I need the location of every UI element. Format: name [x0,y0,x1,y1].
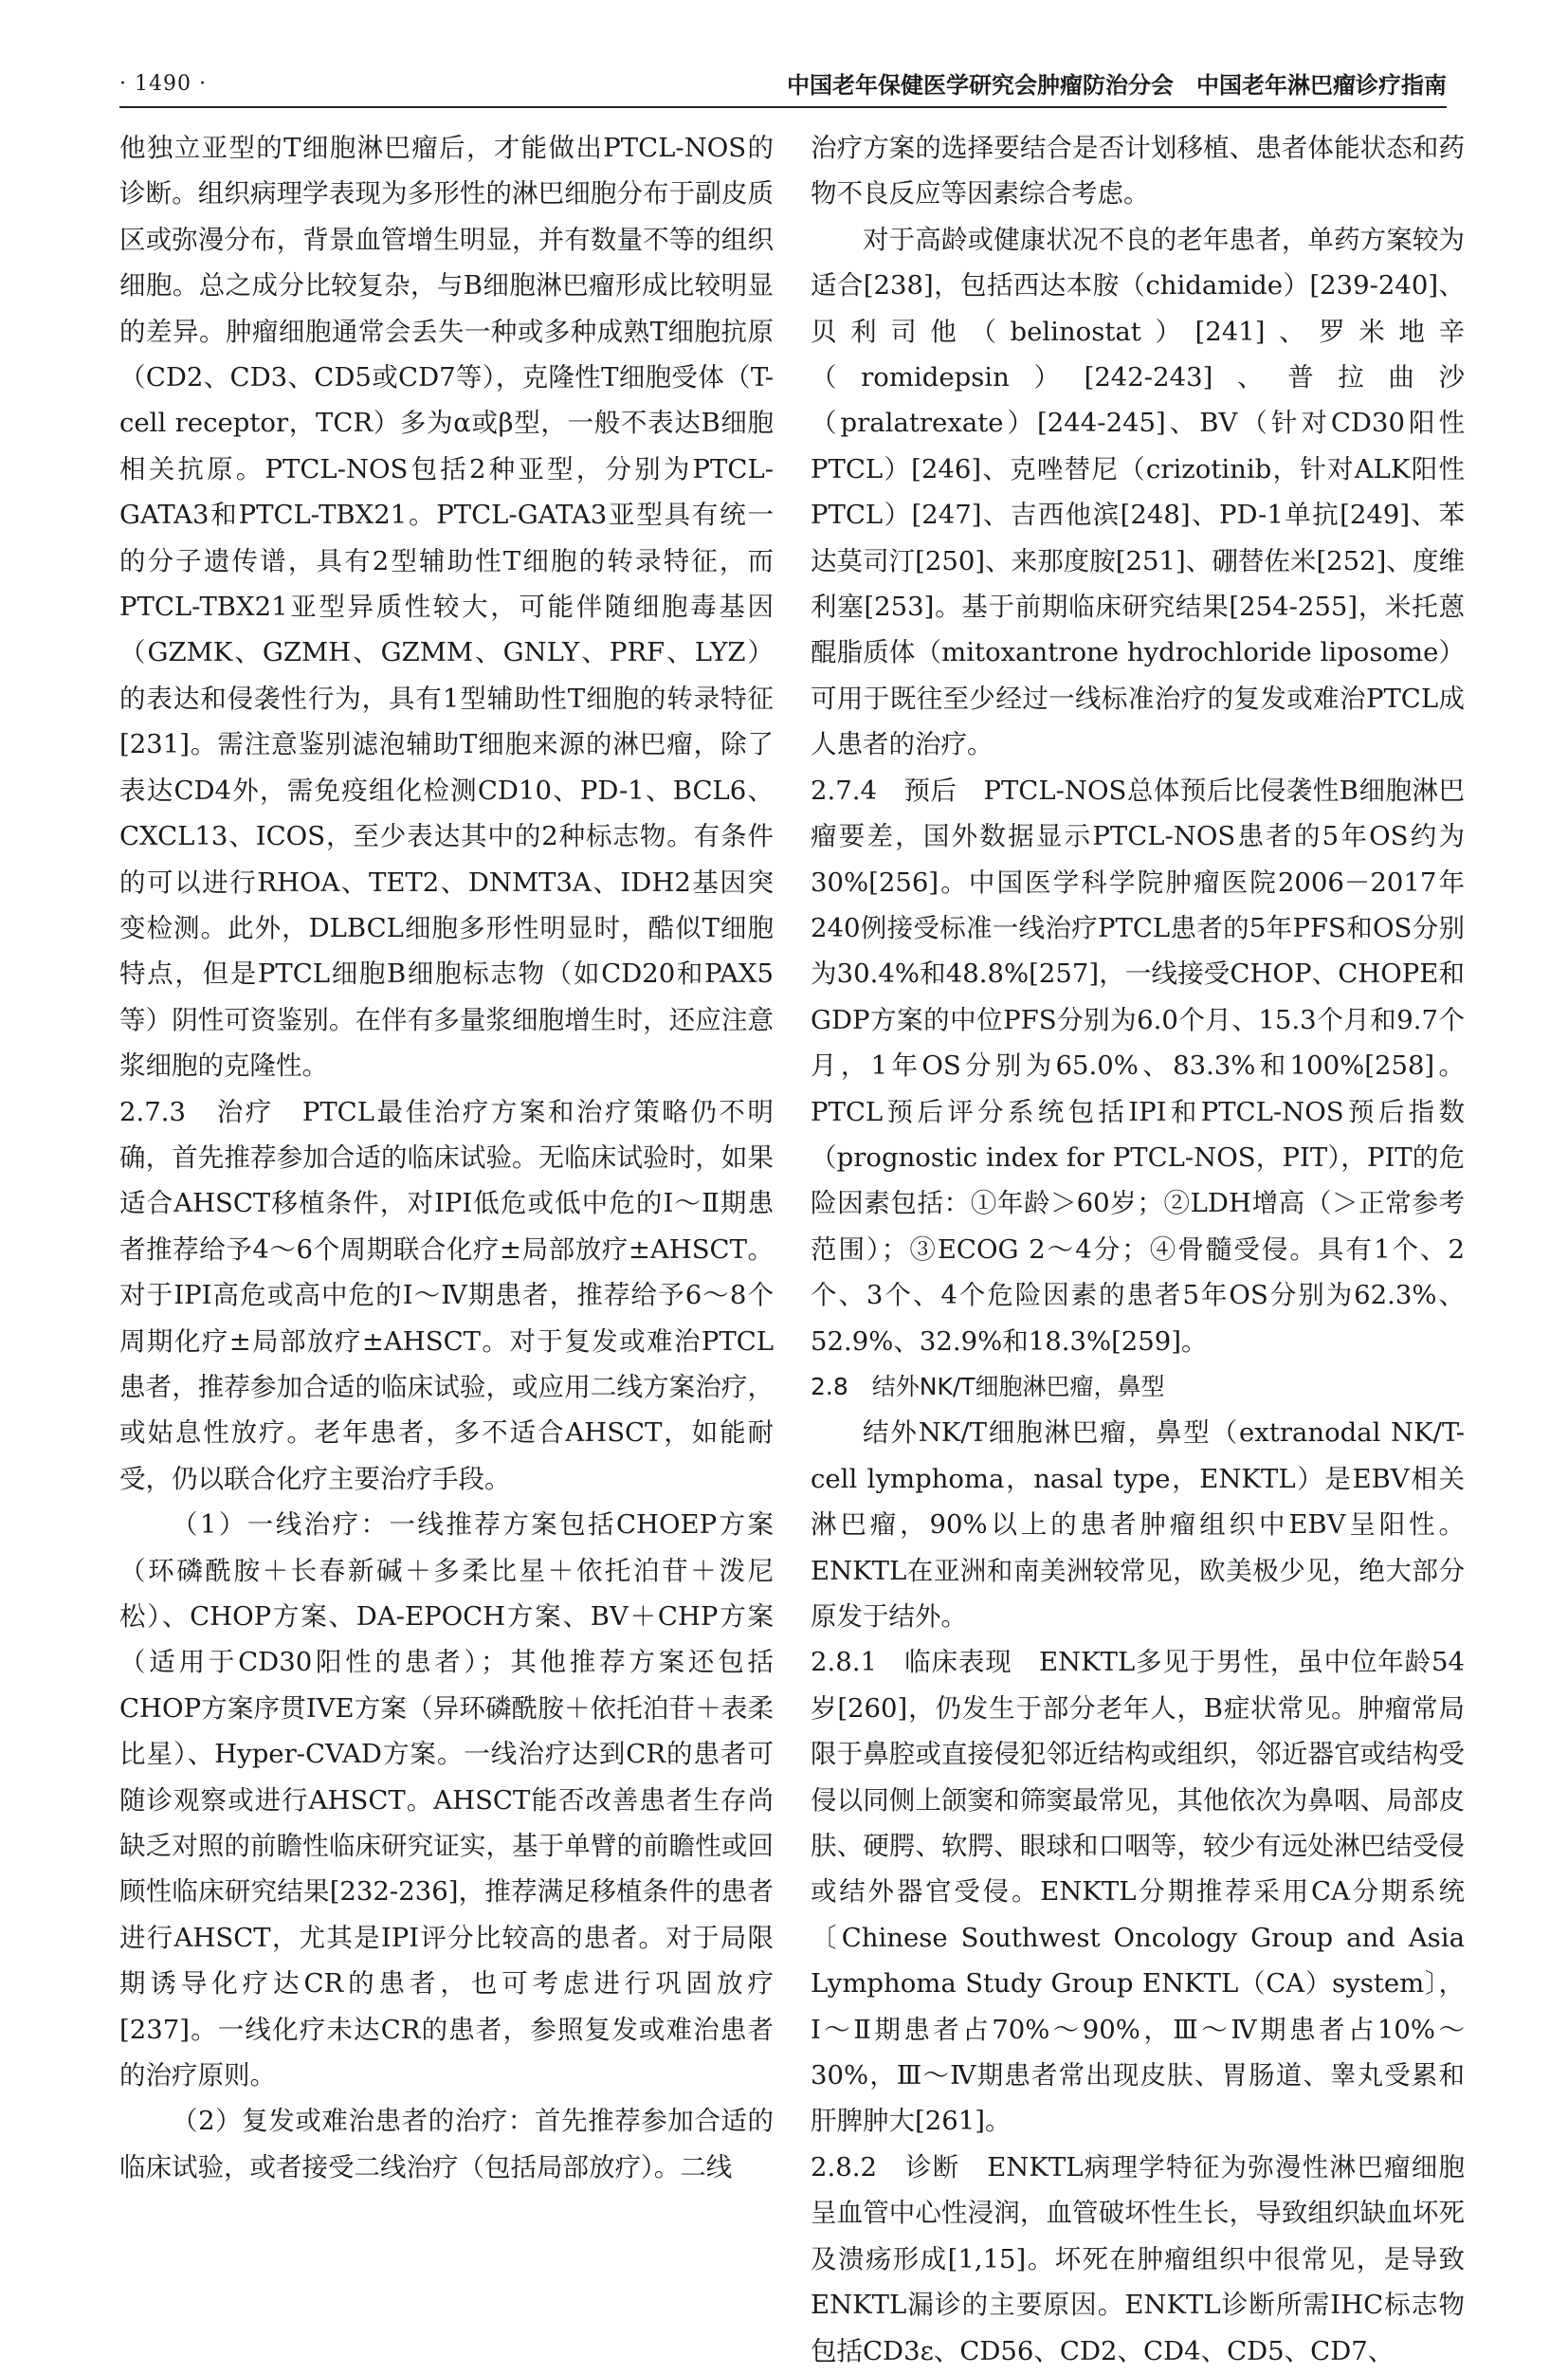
left-column [119,125,774,2190]
paragraph-2-7-3-treatment: 2.7.3 治疗 PTCL最佳治疗方案和治疗策略仍不明确，首先推荐参加合适的临床试验。无临床试验时，如果适合AHSCT移植条件，对IPI低危或低中危的Ⅰ～Ⅱ期患者推荐给予4～6个周期联合化疗±局部放疗±AHSCT。对于IPI高危或高中危的Ⅰ～Ⅳ期患者，推荐给予6～8个周期化疗±局部放疗±AHSCT。对于复发或难治PTCL患者，推荐参加合适的临床试验，或应用二线方案治疗，或姑息性放疗。老年患者，多不适合AHSCT，如能耐受，仍以联合化疗主要治疗手段。 [119,1096,774,1494]
paragraph-2-7-4-prognosis: 2.7.4 预后 PTCL-NOS总体预后比侵袭性B细胞淋巴瘤要差，国外数据显示PTCL-NOS患者的5年OS约为30%[256]。中国医学科学院肿瘤医院2006－2017年240例接受标准一线治疗PTCL患者的5年PFS和OS分别为30.4%和48.8%[257]，一线接受CHOP、CHOPE和GDP方案的中位PFS分别为6.0个月、15.3个月和9.7个月，1年OS分别为65.0%、83.3%和100%[258]。PTCL预后评分系统包括IPI和PTCL-NOS预后指数（prognostic index for PTCL-NOS，PIT），PIT的危险因素包括：①年龄＞60岁；②LDH增高（＞正常参考范围）；③ECOG 2～4分；④骨髓受侵。具有1个、2个、3个、4个危险因素的患者5年OS分别为62.3%、52.9%、32.9%和18.3%[259]。 [811,775,1465,1357]
paragraph-treatment-choice: 治疗方案的选择要结合是否计划移植、患者体能状态和药物不良反应等因素综合考虑。 [811,133,1465,210]
page-number: · 1490 · [119,72,207,96]
page-header [0,0,1568,114]
paragraph-relapsed-refractory: （2）复发或难治患者的治疗：首先推荐参加合适的临床试验，或者接受二线治疗（包括局部放疗）。二线 [119,2106,774,2182]
paragraph-2-8-1-clinical: 2.8.1 临床表现 ENKTL多见于男性，虽中位年龄54岁[260]，仍发生于部分老年人，B症状常见。肿瘤常局限于鼻腔或直接侵犯邻近结构或组织，邻近器官或结构受侵以同侧上颌窦和筛窦最常见，其他依次为鼻咽、局部皮肤、硬腭、软腭、眼球和口咽等，较少有远处淋巴结受侵或结外器官受侵。ENKTL分期推荐采用CA分期系统〔Chinese Southwest Oncology Group and Asia Lymphoma Study Group ENKTL（CA）system〕，Ⅰ～Ⅱ期患者占70%～90%，Ⅲ～Ⅳ期患者占10%～30%，Ⅲ～Ⅳ期患者常出现皮肤、胃肠道、睾丸受累和肝脾肿大[261]。 [811,1647,1465,2137]
section-heading-2-8: 2.8 结外NK/T细胞淋巴瘤，鼻型 [811,1372,1165,1400]
right-column [811,125,1465,2374]
paragraph-ptcl-nos-pathology: 他独立亚型的T细胞淋巴瘤后，才能做出PTCL-NOS的诊断。组织病理学表现为多形性的淋巴细胞分布于副皮质区或弥漫分布，背景血管增生明显，并有数量不等的组织细胞。总之成分比较复杂，与B细胞淋巴瘤形成比较明显的差异。肿瘤细胞通常会丢失一种或多种成熟T细胞抗原（CD2、CD3、CD5或CD7等），克隆性T细胞受体（T-cell receptor，TCR）多为α或β型，一般不表达B细胞相关抗原。PTCL-NOS包括2种亚型，分别为PTCL-GATA3和PTCL-TBX21。PTCL-GATA3亚型具有统一的分子遗传谱，具有2型辅助性T细胞的转录特征，而PTCL-TBX21亚型异质性较大，可能伴随细胞毒基因（GZMK、GZMH、GZMM、GNLY、PRF、LYZ）的表达和侵袭性行为，具有1型辅助性T细胞的转录特征[231]。需注意鉴别滤泡辅助T细胞来源的淋巴瘤，除了表达CD4外，需免疫组化检测CD10、PD-1、BCL6、CXCL13、ICOS，至少表达其中的2种标志物。有条件的可以进行RHOA、TET2、DNMT3A、IDH2基因突变检测。此外，DLBCL细胞多形性明显时，酷似T细胞特点，但是PTCL细胞B细胞标志物（如CD20和PAX5等）阴性可资鉴别。在伴有多量浆细胞增生时，还应注意浆细胞的克隆性。 [119,133,774,1082]
paragraph-2-8-2-diagnosis: 2.8.2 诊断 ENKTL病理学特征为弥漫性淋巴瘤细胞呈血管中心性浸润，血管破坏性生长，导致组织缺血坏死及溃疡形成[1,15]。坏死在肿瘤组织中很常见，是导致ENKTL漏诊的主要原因。ENKTL诊断所需IHC标志物包括CD3ε、CD56、CD2、CD4、CD5、CD7、 [811,2151,1465,2366]
header-rule [119,106,1447,108]
running-head: 中国老年保健医学研究会肿瘤防治分会 中国老年淋巴瘤诊疗指南 [787,72,1447,99]
paragraph-first-line-treatment: （1）一线治疗：一线推荐方案包括CHOEP方案（环磷酰胺＋长春新碱＋多柔比星＋依托泊苷＋泼尼松）、CHOP方案、DA-EPOCH方案、BV＋CHP方案（适用于CD30阳性的患者）；其他推荐方案还包括CHOP方案序贯IVE方案（异环磷酰胺＋依托泊苷＋表柔比星）、Hyper-CVAD方案。一线治疗达到CR的患者可随诊观察或进行AHSCT。AHSCT能否改善患者生存尚缺乏对照的前瞻性临床研究证实，基于单臂的前瞻性或回顾性临床研究结果[232-236]，推荐满足移植条件的患者进行AHSCT，尤其是IPI评分比较高的患者。对于局限期诱导化疗达CR的患者，也可考虑进行巩固放疗[237]。一线化疗未达CR的患者，参照复发或难治患者的治疗原则。 [119,1509,774,2091]
paragraph-single-agent: 对于高龄或健康状况不良的老年患者，单药方案较为适合[238]，包括西达本胺（chidamide）[239-240]、贝利司他（belinostat）[241]、罗米地辛（romidepsin）[242-243]、普拉曲沙（pralatrexate）[244-245]、BV（针对CD30阳性PTCL）[246]、克唑替尼（crizotinib，针对ALK阳性PTCL）[247]、吉西他滨[248]、PD-1单抗[249]、苯达莫司汀[250]、来那度胺[251]、硼替佐米[252]、度维利塞[253]。基于前期临床研究结果[254-255]，米托蒽醌脂质体（mitoxantrone hydrochloride liposome）可用于既往至少经过一线标准治疗的复发或难治PTCL成人患者的治疗。 [811,224,1465,760]
paragraph-enktl-intro: 结外NK/T细胞淋巴瘤，鼻型（extranodal NK/T-cell lymphoma，nasal type，ENKTL）是EBV相关淋巴瘤，90%以上的患者肿瘤组织中EBV呈阳性。ENKTL在亚洲和南美洲较常见，欧美极少见，绝大部分原发于结外。 [811,1417,1465,1632]
